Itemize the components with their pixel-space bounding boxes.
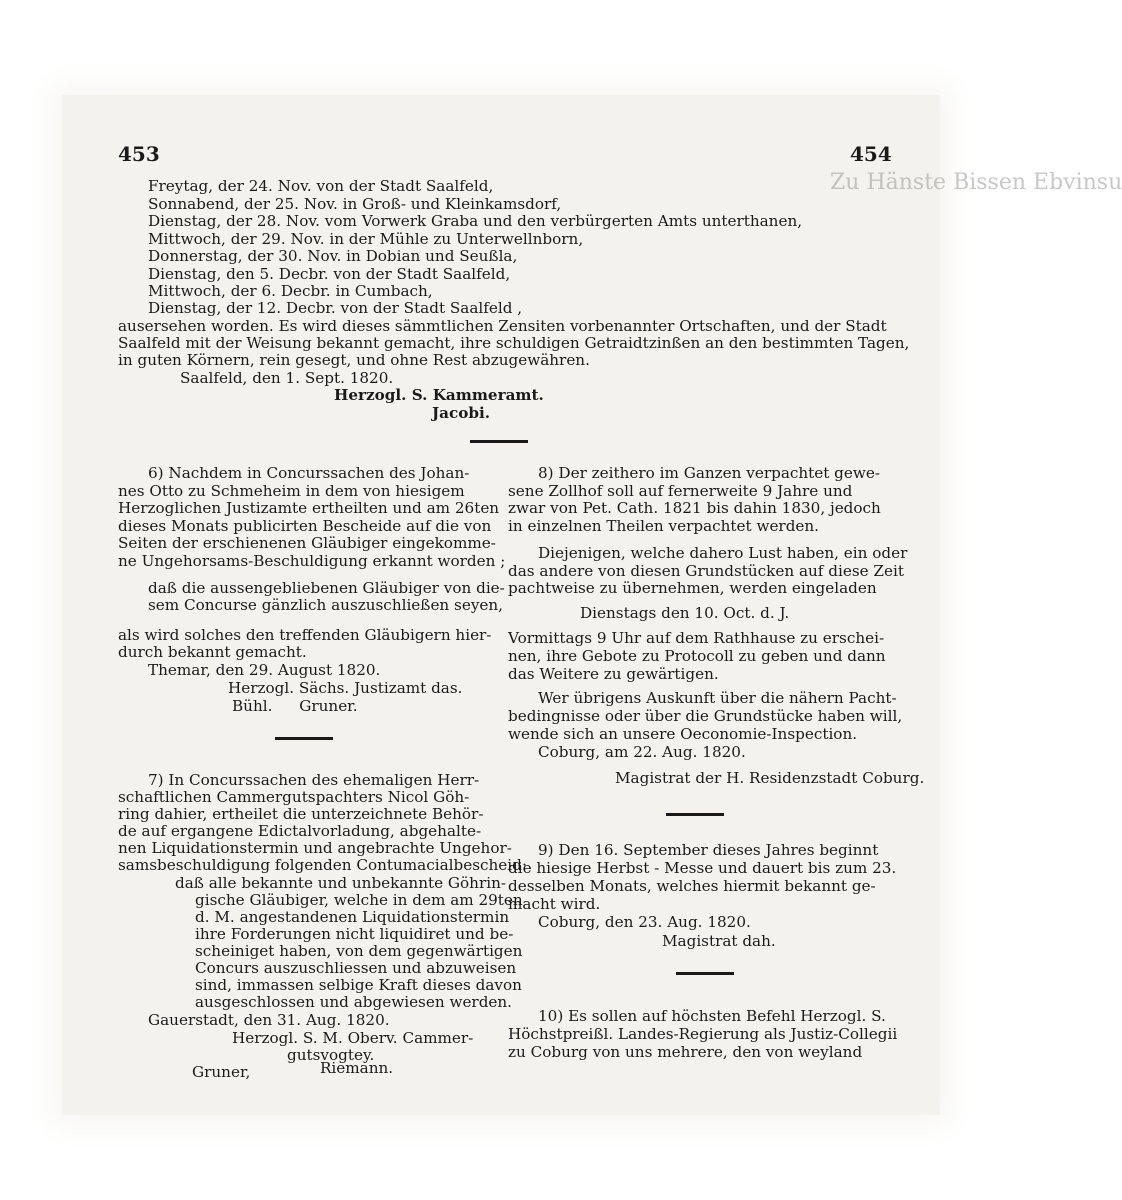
text-line: durch bekannt gemacht. (118, 643, 307, 661)
text-line: de auf ergangene Edictalvorladung, abgehalte- (118, 822, 482, 840)
text-line: macht wird. (508, 895, 601, 913)
body-line: Saalfeld mit der Weisung bekannt gemacht, ihre schuldigen Getraidtzinßen an den bestimmten Tagen, (118, 334, 910, 352)
bleed-through-header: Zu Hänste Bissen Ebvinsu (830, 170, 1122, 195)
date-line: Coburg, am 22. Aug. 1820. (538, 743, 746, 761)
text-line: 10) Es sollen auf höchsten Befehl Herzogl. S. (538, 1007, 886, 1025)
date-line: Gauerstadt, den 31. Aug. 1820. (148, 1011, 390, 1029)
text-line: zwar von Pet. Cath. 1821 bis dahin 1830, jedoch (508, 499, 881, 517)
text-line: 8) Der zeithero im Ganzen verpachtet gewe- (538, 464, 881, 482)
text-line: daß die aussengebliebenen Gläubiger von die- (148, 579, 505, 597)
signature-name: Jacobi. (432, 404, 491, 422)
signature-office: Herzogl. Sächs. Justizamt das. (228, 679, 463, 697)
text-line: 9) Den 16. September dieses Jahres beginnt (538, 841, 879, 859)
body-line: ausersehen worden. Es wird dieses sämmtlichen Zensiten vorbenannter Ortschaften, und der Stadt (118, 317, 887, 335)
text-line: gische Gläubiger, welche in dem am 29ten (195, 891, 523, 909)
text-line: das andere von diesen Grundstücken auf diese Zeit (508, 562, 904, 580)
text-line: Wer übrigens Auskunft über die nähern Pacht- (538, 689, 897, 707)
text-line: samsbeschuldigung folgenden Contumacialbescheid: (118, 856, 527, 874)
text-line: sind, immassen selbige Kraft dieses davon (195, 976, 522, 994)
schedule-line: Dienstag, der 12. Decbr. von der Stadt Saalfeld , (148, 299, 523, 317)
signature-names: Bühl. Gruner. (232, 697, 358, 715)
signature-name: Riemann. (320, 1059, 394, 1077)
signature: Magistrat der H. Residenzstadt Coburg. (615, 769, 925, 787)
text-line: Concurs auszuschliessen und abzuweisen (195, 959, 517, 977)
separator-rule (275, 737, 333, 740)
text-line: 6) Nachdem in Concurssachen des Johan- (148, 464, 470, 482)
text-line: ausgeschlossen und abgewiesen werden. (195, 993, 513, 1011)
schedule-line: Mittwoch, der 6. Decbr. in Cumbach, (148, 282, 433, 300)
separator-rule (470, 440, 528, 443)
schedule-line: Freytag, der 24. Nov. von der Stadt Saalfeld, (148, 177, 494, 195)
text-line: die hiesige Herbst - Messe und dauert bis zum 23. (508, 859, 897, 877)
signature-office: Herzogl. S. M. Oberv. Cammer- (232, 1029, 474, 1047)
text-line: ihre Forderungen nicht liquidiret und be- (195, 925, 514, 943)
text-line: Dienstags den 10. Oct. d. J. (580, 604, 790, 622)
text-line: dieses Monats publicirten Bescheide auf die von (118, 517, 492, 535)
text-line: scheiniget haben, von dem gegenwärtigen (195, 942, 523, 960)
text-line: wende sich an unsere Oeconomie-Inspection. (508, 725, 858, 743)
body-line: in guten Körnern, rein gesegt, und ohne Rest abzugewähren. (118, 351, 590, 369)
text-line: das Weitere zu gewärtigen. (508, 665, 719, 683)
date-line: Coburg, den 23. Aug. 1820. (538, 913, 751, 931)
text-line: 7) In Concurssachen des ehemaligen Herr- (148, 771, 480, 789)
text-line: in einzelnen Theilen verpachtet werden. (508, 517, 820, 535)
text-line: Diejenigen, welche dahero Lust haben, ein oder (538, 544, 908, 562)
text-line: sene Zollhof soll auf fernerweite 9 Jahre und (508, 482, 853, 500)
text-line: d. M. angestandenen Liquidationstermin (195, 908, 510, 926)
date-line: Saalfeld, den 1. Sept. 1820. (180, 369, 394, 387)
text-line: ring dahier, ertheilet die unterzeichnete Behör- (118, 805, 484, 823)
schedule-line: Mittwoch, der 29. Nov. in der Mühle zu Unterwellnborn, (148, 230, 584, 248)
signature-office: gutsvogtey. (287, 1046, 375, 1064)
text-line: ne Ungehorsams-Beschuldigung erkannt worden ; (118, 552, 506, 570)
schedule-line: Sonnabend, der 25. Nov. in Groß- und Kleinkamsdorf, (148, 195, 562, 213)
text-line: desselben Monats, welches hiermit bekannt ge- (508, 877, 876, 895)
text-line: sem Concurse gänzlich auszuschließen seyen, (148, 596, 504, 614)
text-line: nes Otto zu Schmeheim in dem von hiesigem (118, 482, 465, 500)
text-line: nen, ihre Gebote zu Protocoll zu geben und dann (508, 647, 886, 665)
text-line: Seiten der erschienenen Gläubiger eingekomme- (118, 534, 496, 552)
text-line: nen Liquidationstermin und angebrachte Ungehor- (118, 839, 512, 857)
text-line: bedingnisse oder über die Grundstücke haben will, (508, 707, 903, 725)
schedule-line: Dienstag, der 28. Nov. vom Vorwerk Graba und den verbürgerten Amts unterthanen, (148, 212, 803, 230)
page-number-left: 453 (118, 142, 160, 166)
text-line: zu Coburg von uns mehrere, den von weyland (508, 1043, 863, 1061)
text-line: als wird solches den treffenden Gläubigern hier- (118, 626, 492, 644)
text-line: daß alle bekannte und unbekannte Göhrin- (175, 874, 506, 892)
schedule-line: Dienstag, den 5. Decbr. von der Stadt Saalfeld, (148, 265, 511, 283)
text-line: pachtweise zu übernehmen, werden eingeladen (508, 579, 877, 597)
separator-rule (676, 972, 734, 975)
signature-name: Gruner, (192, 1063, 251, 1081)
schedule-line: Donnerstag, der 30. Nov. in Dobian und Seußla, (148, 247, 518, 265)
text-line: Herzoglichen Justizamte ertheilten und am 26ten (118, 499, 500, 517)
date-line: Themar, den 29. August 1820. (148, 661, 381, 679)
text-line: Höchstpreißl. Landes-Regierung als Justiz-Collegii (508, 1025, 898, 1043)
page-number-right: 454 (850, 142, 892, 166)
signature: Magistrat dah. (662, 932, 776, 950)
text-line: schaftlichen Cammergutspachters Nicol Göh- (118, 788, 470, 806)
separator-rule (666, 813, 724, 816)
text-line: Vormittags 9 Uhr auf dem Rathhause zu erschei- (508, 629, 885, 647)
signature-office: Herzogl. S. Kammeramt. (334, 386, 544, 404)
